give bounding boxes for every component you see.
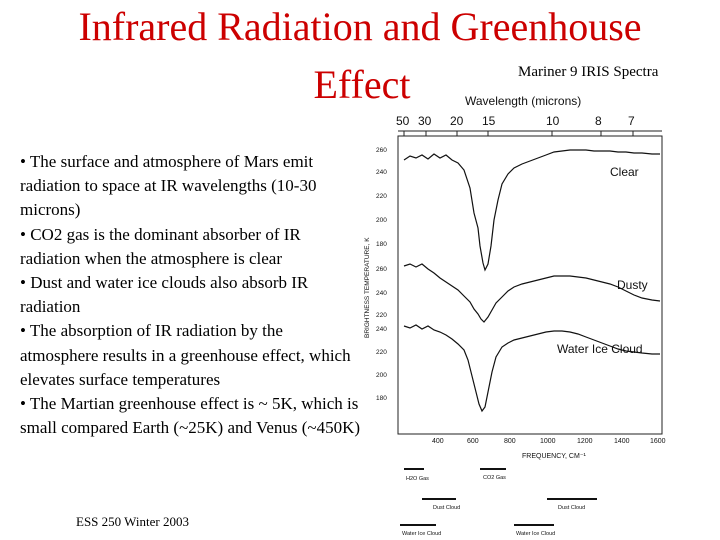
bottom-axis-label: FREQUENCY, CM⁻¹ (522, 453, 586, 460)
legend-water-ice-label: Water Ice Cloud (516, 531, 556, 537)
curve-label-dusty: Dusty (617, 278, 648, 292)
top-tick-label: 50 (396, 114, 410, 128)
water-ice-band (514, 524, 554, 526)
dusty-spectrum (404, 264, 660, 322)
slide-footer: ESS 250 Winter 2003 (76, 514, 189, 529)
bottom-axis-ticks (432, 438, 666, 445)
top-tick-label: 10 (546, 114, 560, 128)
left-tick-label: 220 (376, 312, 387, 319)
figure-caption: Mariner 9 IRIS Spectra (518, 64, 659, 80)
y-axis-label: BRIGHTNESS TEMPERATURE, K (364, 237, 371, 338)
left-tick-label: 240 (376, 326, 387, 333)
left-tick-label: 180 (376, 395, 387, 402)
absorption-legend (400, 468, 597, 537)
top-axis-label: Wavelength (microns) (465, 94, 582, 108)
left-tick-label: 220 (376, 193, 387, 200)
top-tick-label: 30 (418, 114, 432, 128)
legend-dust-label: Dust Cloud (558, 505, 586, 511)
top-tick-label: 15 (482, 114, 496, 128)
bottom-tick-label: 400 (432, 438, 444, 445)
bullet-item: • The absorption of IR radiation by the atmosphere results in a greenhouse effect, which elevates surface temperatures (20, 321, 351, 389)
co2-band (480, 468, 506, 470)
water-ice-cloud-spectrum (404, 325, 660, 411)
left-tick-label: 180 (376, 241, 387, 248)
bottom-tick-label: 1200 (577, 438, 593, 445)
left-tick-label: 240 (376, 169, 387, 176)
bottom-tick-label: 600 (467, 438, 479, 445)
curve-label-water-ice: Water Ice Cloud (557, 342, 643, 356)
left-tick-label: 200 (376, 217, 387, 224)
bullet-item: • The surface and atmosphere of Mars emit radiation to space at IR wavelengths (10-30 microns) (20, 152, 317, 220)
top-tick-label: 20 (450, 114, 464, 128)
title-line-1: Infrared Radiation and Greenhouse (78, 4, 642, 49)
bullet-item: • CO2 gas is the dominant absorber of IR radiation when the atmosphere is clear (20, 224, 301, 268)
bullet-item: • The Martian greenhouse effect is ~ 5K, which is small compared Earth (~25K) and Venus (~450K) (20, 394, 361, 438)
legend-co2-label: CO2 Gas (483, 475, 506, 481)
water-ice-band (400, 524, 436, 526)
curve-label-clear: Clear (610, 165, 639, 179)
legend-dust-label: Dust Cloud (433, 505, 461, 511)
bottom-tick-label: 800 (504, 438, 516, 445)
dust-band (422, 498, 456, 500)
bullet-item: • Dust and water ice clouds also absorb IR radiation (20, 273, 309, 317)
title-line-2: Effect (313, 62, 411, 107)
top-tick-label: 7 (628, 114, 635, 128)
left-tick-label: 240 (376, 290, 387, 297)
left-tick-label: 260 (376, 266, 387, 273)
legend-h2o-label: H2O Gas (406, 476, 429, 482)
h2o-band (404, 468, 424, 470)
iris-spectra-figure (362, 88, 720, 540)
spectra-plot (362, 88, 720, 540)
bullet-list (20, 150, 365, 440)
left-axis-ticks (376, 147, 387, 402)
left-tick-label: 220 (376, 349, 387, 356)
bottom-tick-label: 1600 (650, 438, 666, 445)
top-tick-label: 8 (595, 114, 602, 128)
dust-band (547, 498, 597, 500)
bottom-tick-label: 1000 (540, 438, 556, 445)
legend-water-ice-label: Water Ice Cloud (402, 531, 442, 537)
bottom-tick-label: 1400 (614, 438, 630, 445)
left-tick-label: 260 (376, 147, 387, 154)
top-axis (398, 131, 662, 136)
left-tick-label: 200 (376, 372, 387, 379)
